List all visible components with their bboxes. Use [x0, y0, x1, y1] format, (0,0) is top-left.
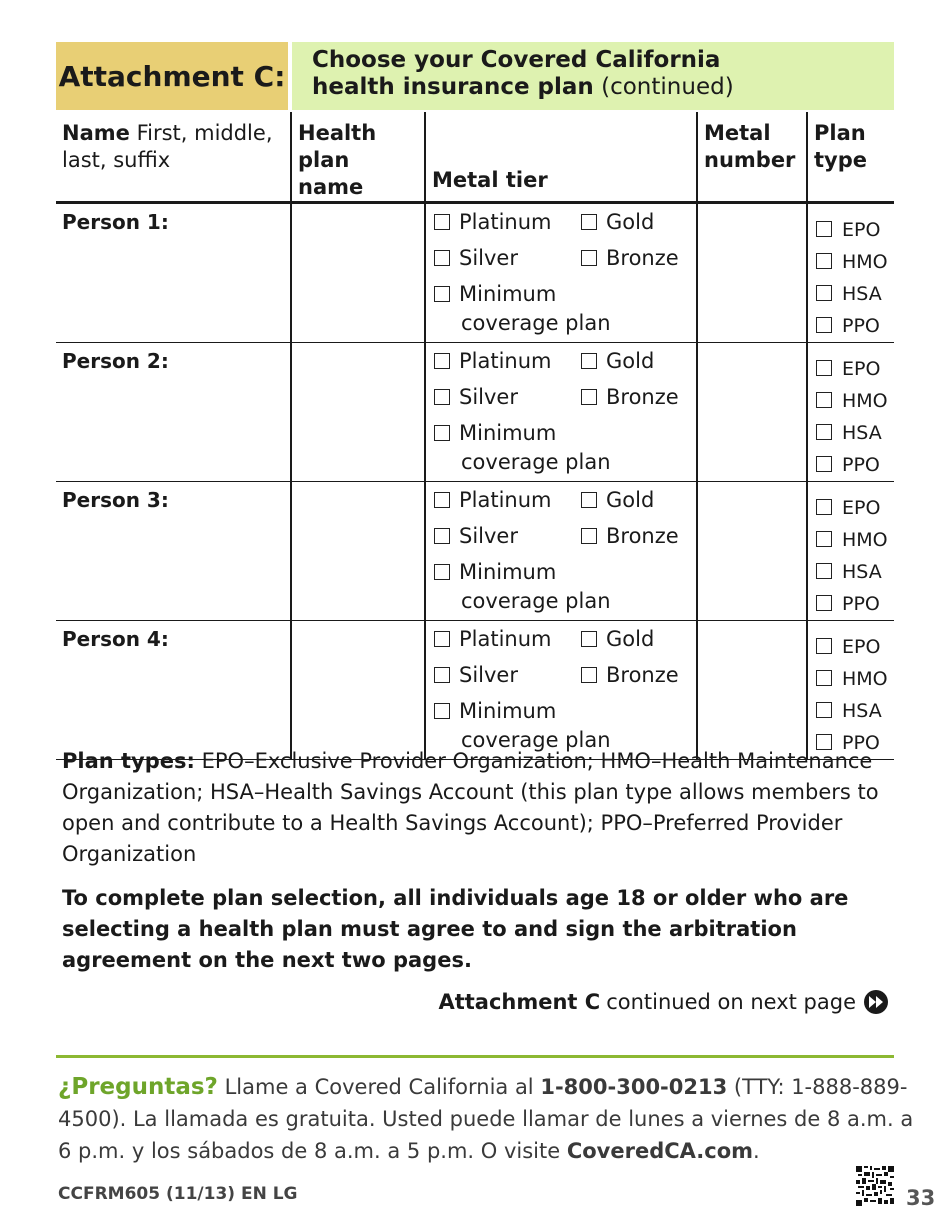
title-line2: health insurance plan — [312, 74, 594, 100]
option-silver[interactable]: Silver — [434, 524, 518, 548]
checkbox-icon[interactable] — [816, 221, 832, 237]
option-minimum-coverage[interactable]: Minimum — [434, 282, 556, 306]
page-title — [292, 42, 894, 110]
person-label: Person 3: — [62, 488, 169, 512]
plan-type-option[interactable]: EPO — [816, 353, 894, 385]
option-gold[interactable]: Gold — [581, 210, 654, 234]
option-platinum[interactable]: Platinum — [434, 488, 552, 512]
plan-type-option[interactable]: PPO — [816, 449, 894, 481]
option-bronze[interactable]: Bronze — [581, 385, 679, 409]
checkbox-icon[interactable] — [581, 492, 597, 508]
checkbox-icon[interactable] — [581, 631, 597, 647]
option-gold[interactable]: Gold — [581, 627, 654, 651]
plan-selection-table — [56, 112, 894, 760]
plan-type-option[interactable]: PPO — [816, 310, 894, 342]
footer-divider — [56, 1055, 894, 1058]
person-row — [56, 203, 894, 343]
option-silver[interactable]: Silver — [434, 246, 518, 270]
checkbox-icon[interactable] — [816, 317, 832, 333]
checkbox-icon[interactable] — [434, 353, 450, 369]
plan-type-option[interactable]: HMO — [816, 385, 894, 417]
checkbox-icon[interactable] — [434, 667, 450, 683]
option-platinum[interactable]: Platinum — [434, 627, 552, 651]
plan-type-cell — [807, 621, 894, 760]
plan-type-cell — [807, 343, 894, 482]
plan-type-option[interactable]: EPO — [816, 631, 894, 663]
health-plan-name-cell[interactable] — [291, 482, 425, 621]
checkbox-icon[interactable] — [816, 285, 832, 301]
checkbox-icon[interactable] — [434, 528, 450, 544]
arbitration-notice: To complete plan selection, all individuals age 18 or older who are selecting a health plan must agree to and sign the arbitration agreement on the next two pages. — [62, 886, 849, 972]
option-minimum-coverage-line2: coverage plan — [461, 311, 611, 335]
option-silver[interactable]: Silver — [434, 385, 518, 409]
option-bronze[interactable]: Bronze — [581, 524, 679, 548]
metal-number-cell[interactable] — [697, 482, 807, 621]
option-bronze[interactable]: Bronze — [581, 246, 679, 270]
checkbox-icon[interactable] — [581, 214, 597, 230]
col-header-metal-tier: Metal tier — [425, 112, 697, 203]
plan-type-cell — [807, 482, 894, 621]
checkbox-icon[interactable] — [816, 456, 832, 472]
checkbox-icon[interactable] — [434, 631, 450, 647]
person-row — [56, 343, 894, 482]
title-suffix: (continued) — [601, 74, 734, 100]
checkbox-icon[interactable] — [434, 389, 450, 405]
checkbox-icon[interactable] — [581, 528, 597, 544]
option-bronze[interactable]: Bronze — [581, 663, 679, 687]
attachment-header — [56, 42, 894, 110]
metal-number-cell[interactable] — [697, 621, 807, 760]
metal-tier-cell — [425, 343, 697, 482]
col-header-metal-number: Metal number — [697, 112, 807, 203]
website-link[interactable]: CoveredCA.com — [566, 1139, 754, 1163]
checkbox-icon[interactable] — [434, 492, 450, 508]
option-silver[interactable]: Silver — [434, 663, 518, 687]
plan-type-option[interactable]: HSA — [816, 556, 894, 588]
phone-number: 1-800-300-0213 — [540, 1075, 728, 1099]
person-name-cell[interactable] — [56, 203, 291, 343]
form-code: CCFRM605 (11/13) EN LG — [58, 1184, 298, 1204]
col-header-plan-type: Plan type — [807, 112, 894, 203]
checkbox-icon[interactable] — [816, 670, 832, 686]
option-gold[interactable]: Gold — [581, 349, 654, 373]
checkbox-icon[interactable] — [816, 531, 832, 547]
checkbox-icon[interactable] — [581, 667, 597, 683]
metal-number-cell[interactable] — [697, 203, 807, 343]
option-minimum-coverage[interactable]: Minimum — [434, 560, 556, 584]
title-line1: Choose your Covered California — [312, 47, 721, 73]
attachment-label: Attachment C: — [56, 42, 288, 110]
option-minimum-coverage[interactable]: Minimum — [434, 421, 556, 445]
checkbox-icon[interactable] — [816, 563, 832, 579]
qr-code-icon — [856, 1166, 894, 1206]
health-plan-name-cell[interactable] — [291, 621, 425, 760]
option-minimum-coverage[interactable]: Minimum — [434, 699, 556, 723]
plan-type-option[interactable]: PPO — [816, 588, 894, 620]
checkbox-icon[interactable] — [816, 360, 832, 376]
page-number: 33 — [906, 1186, 936, 1210]
option-minimum-coverage-line2: coverage plan — [461, 728, 611, 752]
checkbox-icon[interactable] — [434, 286, 450, 302]
person-name-cell[interactable] — [56, 621, 291, 760]
checkbox-icon[interactable] — [434, 425, 450, 441]
checkbox-icon[interactable] — [434, 564, 450, 580]
person-label: Person 4: — [62, 627, 169, 651]
plan-type-cell — [807, 203, 894, 343]
continued-notice: Attachment C continued on next page — [438, 990, 888, 1014]
checkbox-icon[interactable] — [434, 250, 450, 266]
person-label: Person 2: — [62, 349, 169, 373]
person-row — [56, 482, 894, 621]
plan-type-option[interactable]: HSA — [816, 695, 894, 727]
person-label: Person 1: — [62, 210, 169, 234]
checkbox-icon[interactable] — [816, 595, 832, 611]
plan-type-option[interactable]: HMO — [816, 524, 894, 556]
next-page-arrow-icon — [864, 990, 888, 1014]
plan-type-option[interactable]: HSA — [816, 278, 894, 310]
checkbox-icon[interactable] — [434, 214, 450, 230]
checkbox-icon[interactable] — [816, 392, 832, 408]
plan-type-option[interactable]: PPO — [816, 727, 894, 759]
metal-tier-cell — [425, 482, 697, 621]
metal-tier-cell — [425, 621, 697, 760]
plan-type-option[interactable]: EPO — [816, 214, 894, 246]
person-name-cell[interactable] — [56, 343, 291, 482]
checkbox-icon[interactable] — [581, 389, 597, 405]
checkbox-icon[interactable] — [816, 499, 832, 515]
checkbox-icon[interactable] — [816, 702, 832, 718]
metal-number-cell[interactable] — [697, 343, 807, 482]
health-plan-name-cell[interactable] — [291, 343, 425, 482]
person-name-cell[interactable] — [56, 482, 291, 621]
col-header-health-plan: Health plan name — [291, 112, 425, 203]
plan-type-option[interactable]: HSA — [816, 417, 894, 449]
checkbox-icon[interactable] — [581, 250, 597, 266]
option-minimum-coverage-line2: coverage plan — [461, 589, 611, 613]
plan-type-option[interactable]: EPO — [816, 492, 894, 524]
plan-types-note: Plan types: EPO–Exclusive Provider Organization; HMO–Health Maintenance Organization; HSA–Health Savings Account (this plan type allows members to open and contribute to a Health Savings Account); PPO–Preferred Provider Organization — [62, 749, 879, 866]
checkbox-icon[interactable] — [816, 638, 832, 654]
option-platinum[interactable]: Platinum — [434, 349, 552, 373]
footer-contact: ¿Preguntas? Llame a Covered California al 1-800-300-0213 (TTY: 1-888-889-4500). La llamada es gratuita. Usted puede llamar de lunes a viernes de 8 a.m. a 6 p.m. y los sábados de 8 a.m. a 5 p.m. O visite CoveredCA.com. — [58, 1074, 914, 1163]
option-platinum[interactable]: Platinum — [434, 210, 552, 234]
col-header-name: Name First, middle, last, suffix — [56, 112, 291, 203]
option-minimum-coverage-line2: coverage plan — [461, 450, 611, 474]
checkbox-icon[interactable] — [816, 253, 832, 269]
metal-tier-cell — [425, 203, 697, 343]
checkbox-icon[interactable] — [816, 424, 832, 440]
health-plan-name-cell[interactable] — [291, 203, 425, 343]
checkbox-icon[interactable] — [581, 353, 597, 369]
plan-type-option[interactable]: HMO — [816, 246, 894, 278]
plan-type-option[interactable]: HMO — [816, 663, 894, 695]
checkbox-icon[interactable] — [434, 703, 450, 719]
person-row — [56, 621, 894, 760]
option-gold[interactable]: Gold — [581, 488, 654, 512]
